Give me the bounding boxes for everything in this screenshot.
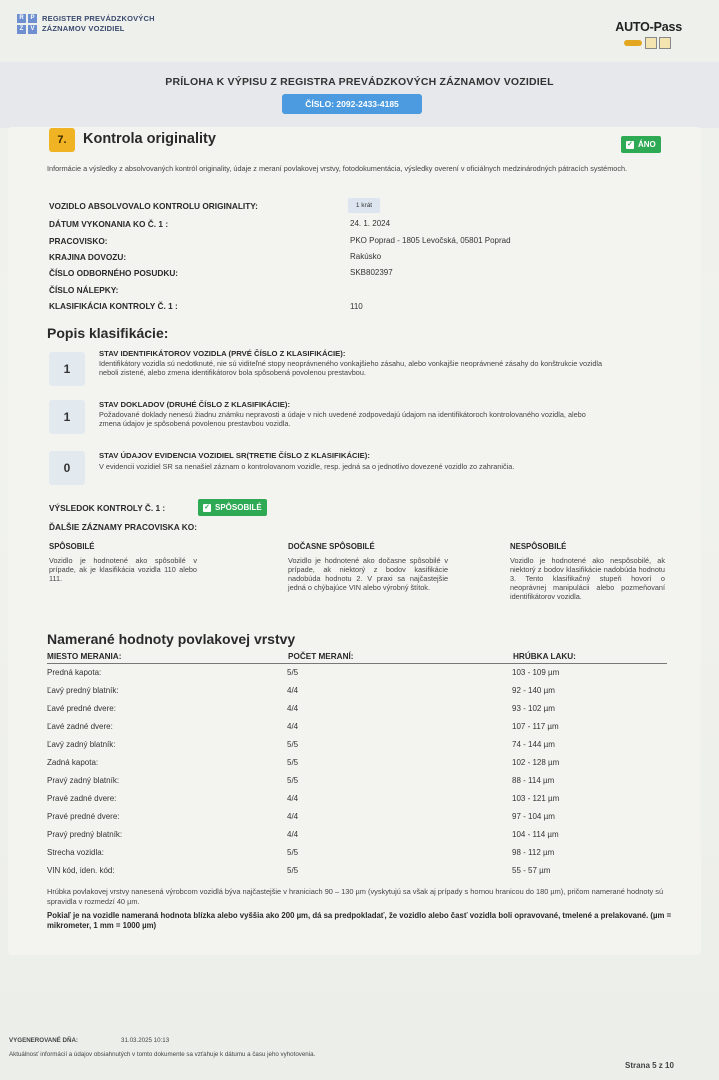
brand-icon [624,37,671,49]
cell-place: Strecha vozidla: [47,848,104,857]
key-icon [624,40,642,46]
logo-text [42,14,155,34]
cell-thickness: 97 - 104 µm [512,812,555,821]
generated-label: VYGENEROVANÉ DŇA: [9,1037,78,1044]
table-row [47,665,667,682]
cell-place: VIN kód, iden. kód: [47,866,115,875]
classification-heading: Popis klasifikácie: [47,325,169,341]
field-value: PKO Poprad - 1805 Levočská, 05801 Poprad [350,236,511,245]
inspection-count: 1 krát [348,198,380,213]
document-icon [659,37,671,49]
rpzv-logo [17,14,155,34]
cell-thickness: 107 - 117 µm [512,722,559,731]
table-row [47,773,667,790]
logo-line-1: REGISTER PREVÁDZKOVÝCH [42,14,155,23]
cell-count: 4/4 [287,722,299,731]
table-row [47,809,667,826]
result-badge-label: SPÔSOBILÉ [215,503,262,512]
field-value: SKB802397 [350,268,393,277]
cell-thickness: 55 - 57 µm [512,866,551,875]
logo-line-2: ZÁZNAMOV VOZIDIEL [42,24,125,33]
status-badge-label: ÁNO [638,140,656,149]
cell-place: Pravý zadný blatník: [47,776,120,785]
cell-count: 4/4 [287,794,299,803]
table-header-place: MIESTO MERANIA: [47,652,122,661]
classification-number: 1 [49,352,85,386]
section-title: Kontrola originality [83,131,216,147]
classification-text: V evidencii vozidiel SR sa nenašiel záznam o kontrolovanom vozidle, resp. jedná sa o jednotlivo dovezené vozidlo zo zahraničia. [99,462,515,471]
check-icon: ✓ [627,140,633,148]
table-row [47,737,667,754]
classification-number: 1 [49,400,85,434]
cell-count: 4/4 [287,812,299,821]
classification-text: Požadované doklady nenesú žiadnu známku nepravosti a údaje v nich uvedené zodpovedajú údajom na identifikátoroch kontrolovaného vozidla, alebo zmena údajov je spôsobená povolenou prestavbou vozidla. [99,410,586,428]
cell-place: Ľavé zadné dvere: [47,722,113,731]
cell-count: 4/4 [287,704,299,713]
cell-place: Pravý predný blatník: [47,830,123,839]
result-badge [198,499,267,516]
cell-count: 5/5 [287,776,299,785]
generated-value: 31.03.2025 10:13 [121,1037,170,1044]
column-title: SPÔSOBILÉ [49,542,95,551]
section-number: 7. [49,128,75,152]
field-label: DÁTUM VYKONANIA KO Č. 1 : [49,219,169,229]
document-title: PRÍLOHA K VÝPISU Z REGISTRA PREVÁDZKOVÝCH ZÁZNAMOV VOZIDIEL [165,76,554,88]
column-text: Vozidlo je hodnotené ako nespôsobilé, ak niektorý z bodov klasifikácie nadobúda hodnotu 3. Tento klasifikačný stupeň hovorí o neoprávnej manipulácii alebo pozmeňovaní identifikátorov vozidla. [510,556,665,601]
cell-count: 4/4 [287,686,299,695]
check-icon: ✓ [204,503,210,511]
cell-place: Pravé predné dvere: [47,812,120,821]
cell-thickness: 103 - 121 µm [512,794,560,803]
logo-letter: R [17,14,26,23]
classification-number: 0 [49,451,85,485]
cell-thickness: 104 - 114 µm [512,830,559,839]
page-number: Strana 5 z 10 [625,1061,674,1070]
status-badge [621,136,661,153]
cell-count: 5/5 [287,758,299,767]
cell-place: Ľavý predný blatník: [47,686,119,695]
field-value: 110 [350,302,363,311]
field-label: ČÍSLO NÁLEPKY: [49,285,119,295]
measurements-heading: Namerané hodnoty povlakovej vrstvy [47,631,296,647]
column-title: NESPÔSOBILÉ [510,542,567,551]
column-text: Vozidlo je hodnotené ako spôsobilé v prípade, ak je klasifikácia vozidla 110 alebo 111. [49,556,197,583]
cell-count: 5/5 [287,848,299,857]
cell-place: Ľavé predné dvere: [47,704,116,713]
cell-thickness: 102 - 128 µm [512,758,560,767]
brand-name: AUTO-Pass [615,20,682,34]
cell-count: 5/5 [287,668,299,677]
logo-letter: V [28,25,37,34]
classification-title: STAV IDENTIFIKÁTOROV VOZIDLA (PRVÉ ČÍSLO Z KLASIFIKÁCIE): [99,349,346,358]
table-row [47,701,667,718]
section-intro: Informácie a výsledky z absolvovaných kontról originality, údaje z meraní povlakovej vrstvy, fotodokumentácia, výsledky overení v oficiálnych medzinárodných pátracích systémoch. [47,164,628,173]
measurement-note: Hrúbka povlakovej vrstvy nanesená výrobcom vozidlá býva najčastejšie v hraniciach 90 – 130 µm (vyskytujú sa však aj prípady s hornou hranicou do 180 µm), pričom namerané hodnoty sú spravidla v rozmedzí 40 µm. [47,887,664,906]
column-text: Vozidlo je hodnotené ako dočasne spôsobilé v prípade, ak niektorý z bodov kasifikácie nadobúda hodnotu 2. V praxi sa najčastejšie jedná o chýbajúce VIN alebo výrobný štítok. [288,556,448,592]
classification-title: STAV ÚDAJOV EVIDENCIA VOZIDIEL SR(TRETIE ČÍSLO Z KLASIFIKÁCIE): [99,451,370,460]
table-header-thickness: HRÚBKA LAKU: [513,652,576,661]
cell-count: 5/5 [287,740,299,749]
classification-text: Identifikátory vozidla sú nedotknuté, nie sú viditeľné stopy neoprávneného vonkajšieho zásahu, alebo vonkajšie neoprávnené zásahy do konštrukcie vozidla neboli zistené, alebo zmena identifikátorov bola spôsobená povolenou prestavbou. [99,359,603,377]
result-label: VÝSLEDOK KONTROLY Č. 1 : [49,503,166,513]
table-row [47,719,667,736]
cell-thickness: 74 - 144 µm [512,740,555,749]
cell-thickness: 103 - 109 µm [512,668,560,677]
field-label: KRAJINA DOVOZU: [49,252,127,262]
cell-thickness: 98 - 112 µm [512,848,555,857]
field-label: ČÍSLO ODBORNÉHO POSUDKU: [49,268,179,278]
table-row [47,827,667,844]
table-row [47,683,667,700]
cell-thickness: 93 - 102 µm [512,704,555,713]
field-label: PRACOVISKO: [49,236,108,246]
table-row [47,755,667,772]
classification-title: STAV DOKLADOV (DRUHÉ ČÍSLO Z KLASIFIKÁCIE): [99,400,291,409]
table-row [47,845,667,862]
field-value: 24. 1. 2024 [350,219,391,228]
cell-thickness: 92 - 140 µm [512,686,555,695]
field-value: Rakúsko [350,252,382,261]
cell-place: Ľavý zadný blatník: [47,740,116,749]
measurement-warning: Pokiaľ je na vozidle nameraná hodnota blízka alebo vyššia ako 200 µm, dá sa predpokladať, že vozidlo alebo časť vozidla boli opravované, tmelené a prelakované. (µm = mikrometer, 1 mm = 1000 µm) [47,911,672,930]
records-label: ĎALŠIE ZÁZNAMY PRACOVISKA KO: [49,522,197,532]
logo-mark [17,14,37,34]
column-title: DOČASNE SPÔSOBILÉ [288,542,375,551]
logo-letter: Z [17,25,26,34]
field-label: KLASIFIKÁCIA KONTROLY Č. 1 : [49,301,178,311]
cell-place: Pravé zadné dvere: [47,794,117,803]
table-row [47,791,667,808]
cell-count: 5/5 [287,866,299,875]
checkbox-icon [645,37,657,49]
table-rule [47,663,667,664]
field-label: VOZIDLO ABSOLVOVALO KONTROLU ORIGINALITY: [49,201,258,211]
document-number: ČÍSLO: 2092-2433-4185 [282,94,422,114]
logo-letter: P [28,14,37,23]
cell-place: Zadná kapota: [47,758,99,767]
table-header-count: POČET MERANÍ: [288,652,354,661]
cell-place: Predná kapota: [47,668,102,677]
cell-thickness: 88 - 114 µm [512,776,555,785]
table-row [47,863,667,880]
cell-count: 4/4 [287,830,299,839]
disclaimer: Aktuálnosť informácií a údajov obsiahnutých v tomto dokumente sa vzťahuje k dátumu a času jeho vyhotovenia. [9,1051,316,1058]
